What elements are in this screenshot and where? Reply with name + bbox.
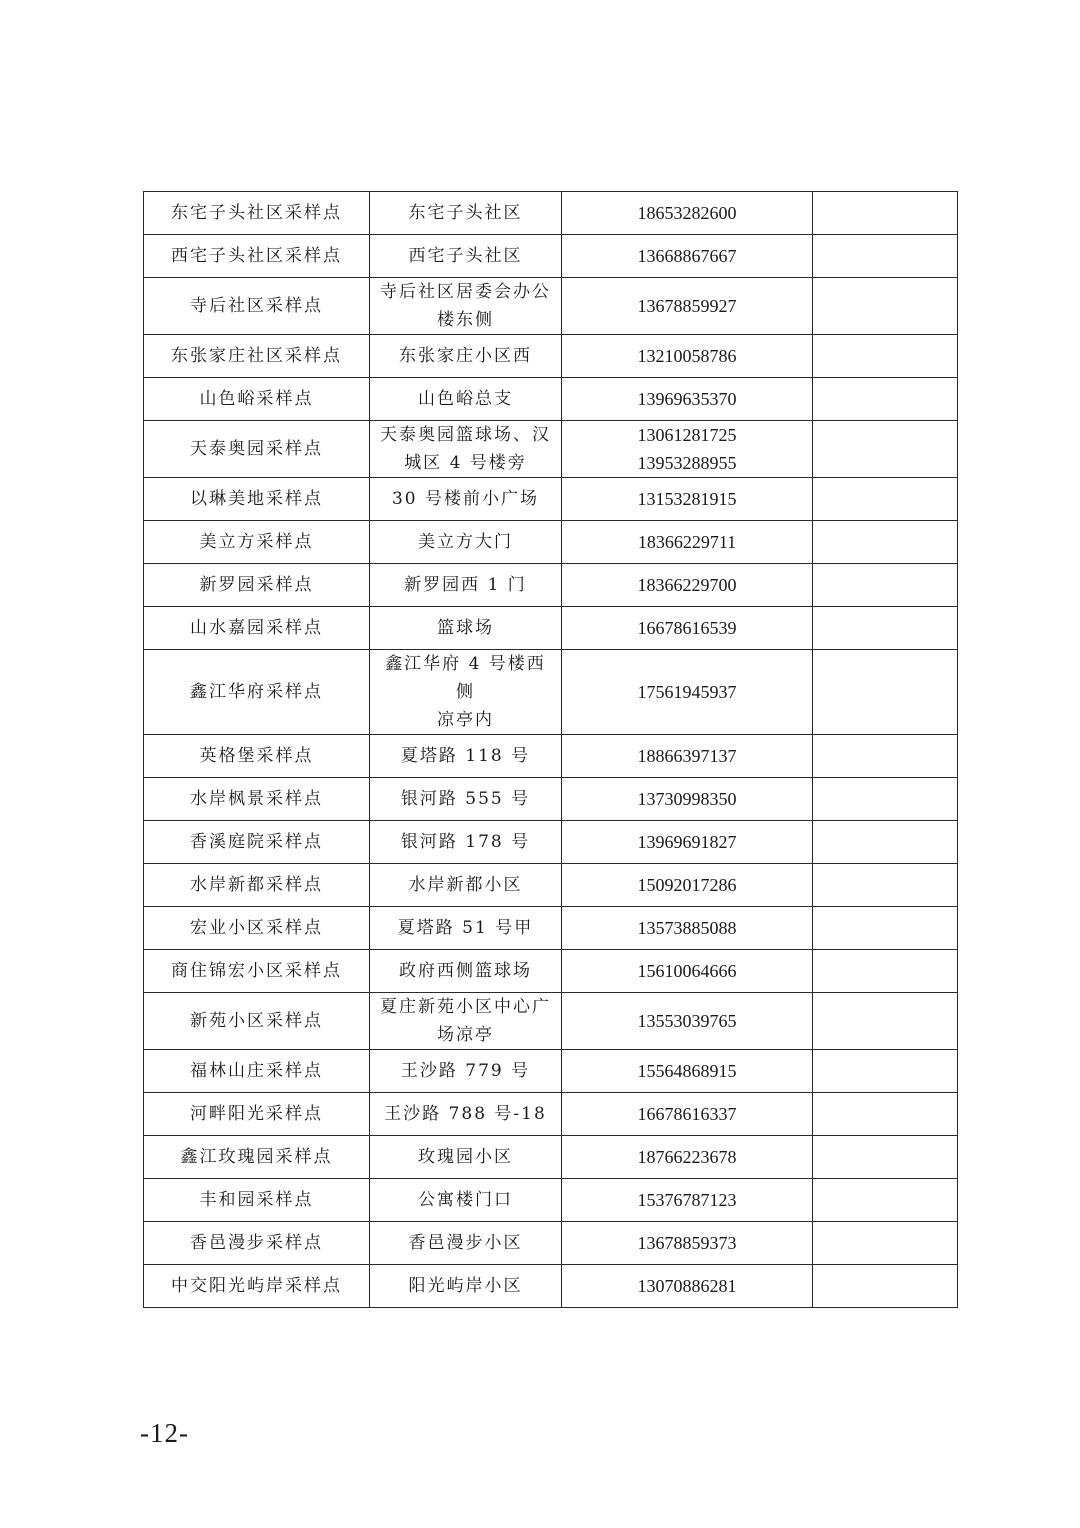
site-name: 英格堡采样点 (199, 746, 314, 766)
site-name-cell (144, 378, 370, 421)
phone-cell (562, 607, 813, 650)
table-row (144, 1222, 958, 1265)
location-cell (370, 521, 562, 564)
site-name: 新苑小区采样点 (190, 1011, 323, 1031)
location-line: 场凉亭 (437, 1025, 494, 1045)
site-name: 美立方采样点 (199, 532, 314, 552)
table-row (144, 1265, 958, 1308)
sampling-sites-table (143, 191, 958, 1308)
note-cell (813, 735, 958, 778)
phone-cell (562, 478, 813, 521)
phone-cell (562, 950, 813, 993)
note-cell (813, 564, 958, 607)
location-line: 30 号楼前小广场 (391, 489, 540, 509)
location-line: 银河路 555 号 (400, 789, 531, 809)
table-row (144, 421, 958, 478)
location-cell (370, 1136, 562, 1179)
site-name: 河畔阳光采样点 (190, 1104, 323, 1124)
note-cell (813, 1093, 958, 1136)
phone-cell (562, 1093, 813, 1136)
table-row (144, 821, 958, 864)
location-line: 公寓楼门口 (418, 1190, 513, 1210)
note-cell (813, 1179, 958, 1222)
note-cell (813, 1265, 958, 1308)
location-line: 楼东侧 (437, 310, 494, 330)
phone-number: 13969635370 (637, 389, 737, 409)
table-row (144, 778, 958, 821)
phone-number: 13553039765 (637, 1011, 737, 1031)
phone-cell (562, 864, 813, 907)
location-line: 玫瑰园小区 (418, 1147, 513, 1167)
site-name: 鑫江玫瑰园采样点 (180, 1147, 333, 1167)
location-cell (370, 1265, 562, 1308)
site-name: 东张家庄社区采样点 (171, 346, 342, 366)
phone-cell (562, 650, 813, 735)
site-name: 商住锦宏小区采样点 (171, 961, 342, 981)
note-cell (813, 821, 958, 864)
phone-number: 16678616539 (637, 618, 737, 638)
site-name-cell (144, 864, 370, 907)
site-name-cell (144, 192, 370, 235)
location-cell (370, 235, 562, 278)
site-name: 香溪庭院采样点 (190, 832, 323, 852)
table-row (144, 378, 958, 421)
location-line: 寺后社区居委会办公 (380, 282, 551, 302)
location-line: 东张家庄小区西 (399, 346, 532, 366)
table-row (144, 950, 958, 993)
phone-cell (562, 335, 813, 378)
phone-cell (562, 735, 813, 778)
site-name-cell (144, 335, 370, 378)
phone-cell (562, 1136, 813, 1179)
location-cell (370, 278, 562, 335)
site-name: 水岸枫景采样点 (190, 789, 323, 809)
note-cell (813, 335, 958, 378)
note-cell (813, 864, 958, 907)
phone-number: 13070886281 (637, 1276, 737, 1296)
location-cell (370, 735, 562, 778)
phone-number: 13210058786 (637, 346, 737, 366)
location-cell (370, 335, 562, 378)
phone-number: 13061281725 (637, 425, 737, 445)
site-name-cell (144, 1136, 370, 1179)
phone-number: 18866397137 (637, 746, 737, 766)
site-name-cell (144, 735, 370, 778)
site-name-cell (144, 950, 370, 993)
site-name-cell (144, 907, 370, 950)
phone-number: 18766223678 (637, 1147, 737, 1167)
note-cell (813, 993, 958, 1050)
page-number: -12- (140, 1418, 189, 1448)
phone-cell (562, 521, 813, 564)
site-name: 天泰奥园采样点 (190, 439, 323, 459)
site-name-cell (144, 778, 370, 821)
phone-number: 17561945937 (637, 682, 737, 702)
location-line: 西宅子头社区 (408, 246, 523, 266)
location-line: 银河路 178 号 (400, 832, 531, 852)
table-row (144, 521, 958, 564)
site-name: 新罗园采样点 (199, 575, 314, 595)
location-line: 篮球场 (437, 618, 494, 638)
location-line: 夏庄新苑小区中心广 (380, 997, 551, 1017)
location-cell (370, 950, 562, 993)
location-cell (370, 1050, 562, 1093)
location-line: 城区 4 号楼旁 (404, 453, 527, 473)
phone-number: 15610064666 (637, 961, 737, 981)
phone-cell (562, 778, 813, 821)
note-cell (813, 235, 958, 278)
table-row (144, 993, 958, 1050)
note-cell (813, 778, 958, 821)
phone-cell (562, 1222, 813, 1265)
table-row (144, 564, 958, 607)
note-cell (813, 1222, 958, 1265)
location-cell (370, 864, 562, 907)
location-line: 王沙路 788 号-18 (384, 1104, 547, 1124)
note-cell (813, 378, 958, 421)
site-name-cell (144, 521, 370, 564)
location-cell (370, 192, 562, 235)
phone-cell (562, 907, 813, 950)
phone-number: 18366229700 (637, 575, 737, 595)
site-name-cell (144, 1179, 370, 1222)
site-name: 东宅子头社区采样点 (171, 203, 342, 223)
location-cell (370, 378, 562, 421)
phone-number: 18366229711 (637, 532, 737, 552)
location-line: 凉亭内 (437, 710, 494, 730)
table-row (144, 1093, 958, 1136)
site-name-cell (144, 993, 370, 1050)
site-name: 水岸新都采样点 (190, 875, 323, 895)
location-line: 香邑漫步小区 (408, 1233, 523, 1253)
phone-number: 13730998350 (637, 789, 737, 809)
location-cell (370, 650, 562, 735)
phone-number: 13668867667 (637, 246, 737, 266)
phone-number: 15564868915 (637, 1061, 737, 1081)
note-cell (813, 950, 958, 993)
phone-cell (562, 235, 813, 278)
location-line: 东宅子头社区 (408, 203, 523, 223)
site-name: 丰和园采样点 (199, 1190, 314, 1210)
site-name-cell (144, 650, 370, 735)
location-cell (370, 1222, 562, 1265)
location-line: 美立方大门 (418, 532, 513, 552)
phone-cell (562, 1179, 813, 1222)
note-cell (813, 607, 958, 650)
location-cell (370, 778, 562, 821)
phone-cell (562, 421, 813, 478)
phone-number: 13678859373 (637, 1233, 737, 1253)
location-line: 政府西侧篮球场 (399, 961, 532, 981)
site-name: 香邑漫步采样点 (190, 1233, 323, 1253)
site-name-cell (144, 1050, 370, 1093)
location-cell (370, 1093, 562, 1136)
note-cell (813, 1136, 958, 1179)
table-row (144, 1136, 958, 1179)
note-cell (813, 521, 958, 564)
table-row (144, 478, 958, 521)
site-name-cell (144, 821, 370, 864)
table-body (144, 192, 958, 1308)
site-name: 福林山庄采样点 (190, 1061, 323, 1081)
location-cell (370, 993, 562, 1050)
site-name: 宏业小区采样点 (190, 918, 323, 938)
phone-cell (562, 1050, 813, 1093)
site-name-cell (144, 278, 370, 335)
location-line: 鑫江华府 4 号楼西侧 (385, 654, 546, 702)
phone-number: 15092017286 (637, 875, 737, 895)
location-cell (370, 564, 562, 607)
note-cell (813, 650, 958, 735)
location-cell (370, 421, 562, 478)
site-name: 中交阳光屿岸采样点 (171, 1276, 342, 1296)
phone-cell (562, 564, 813, 607)
site-name-cell (144, 421, 370, 478)
location-cell (370, 907, 562, 950)
location-cell (370, 478, 562, 521)
table-row (144, 907, 958, 950)
note-cell (813, 478, 958, 521)
location-line: 新罗园西 1 门 (404, 575, 527, 595)
phone-cell (562, 821, 813, 864)
table-row (144, 335, 958, 378)
site-name: 西宅子头社区采样点 (171, 246, 342, 266)
note-cell (813, 192, 958, 235)
note-cell (813, 907, 958, 950)
phone-number: 13678859927 (637, 296, 737, 316)
location-cell (370, 1179, 562, 1222)
site-name-cell (144, 235, 370, 278)
site-name-cell (144, 607, 370, 650)
location-line: 阳光屿岸小区 (408, 1276, 523, 1296)
phone-number: 18653282600 (637, 203, 737, 223)
phone-number: 15376787123 (637, 1190, 737, 1210)
phone-number: 16678616337 (637, 1104, 737, 1124)
table-row (144, 278, 958, 335)
table-row (144, 607, 958, 650)
phone-number: 13153281915 (637, 489, 737, 509)
phone-cell (562, 1265, 813, 1308)
location-line: 天泰奥园篮球场、汉 (380, 425, 551, 445)
table-row (144, 650, 958, 735)
site-name-cell (144, 564, 370, 607)
site-name-cell (144, 1222, 370, 1265)
site-name: 山水嘉园采样点 (190, 618, 323, 638)
site-name: 鑫江华府采样点 (190, 682, 323, 702)
table-row (144, 864, 958, 907)
phone-number: 13969691827 (637, 832, 737, 852)
phone-cell (562, 192, 813, 235)
note-cell (813, 278, 958, 335)
note-cell (813, 421, 958, 478)
location-line: 夏塔路 118 号 (400, 746, 531, 766)
site-name: 寺后社区采样点 (190, 296, 323, 316)
location-line: 水岸新都小区 (408, 875, 523, 895)
note-cell (813, 1050, 958, 1093)
phone-number: 13953288955 (637, 453, 737, 473)
site-name-cell (144, 1093, 370, 1136)
table-row (144, 235, 958, 278)
site-name-cell (144, 1265, 370, 1308)
location-line: 夏塔路 51 号甲 (397, 918, 534, 938)
site-name: 山色峪采样点 (199, 389, 314, 409)
location-cell (370, 607, 562, 650)
site-name: 以琳美地采样点 (190, 489, 323, 509)
location-cell (370, 821, 562, 864)
location-line: 王沙路 779 号 (400, 1061, 531, 1081)
location-line: 山色峪总支 (418, 389, 513, 409)
phone-cell (562, 993, 813, 1050)
table-row (144, 1179, 958, 1222)
site-name-cell (144, 478, 370, 521)
phone-number: 13573885088 (637, 918, 737, 938)
phone-cell (562, 278, 813, 335)
table-row (144, 1050, 958, 1093)
table-row (144, 735, 958, 778)
phone-cell (562, 378, 813, 421)
table-row (144, 192, 958, 235)
